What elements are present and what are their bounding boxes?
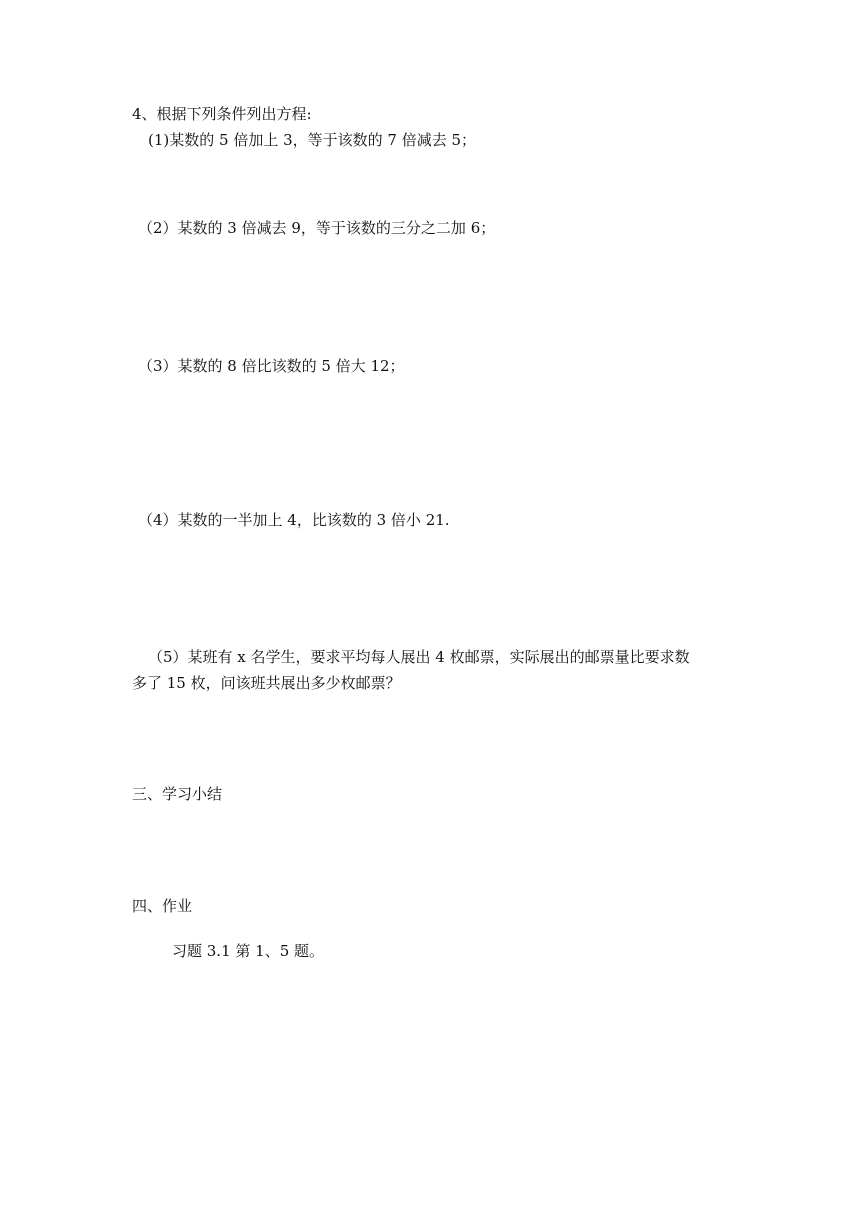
summary-heading: 三、学习小结 — [132, 785, 223, 803]
question-5-line-2: 多了 15 枚，问该班共展出多少枚邮票？ — [132, 674, 401, 692]
homework-text: 习题 3.1 第 1、5 题。 — [172, 942, 325, 960]
question-2: （2）某数的 3 倍减去 9，等于该数的三分之二加 6； — [138, 219, 496, 237]
question-5-line-1: （5）某班有 x 名学生，要求平均每人展出 4 枚邮票，实际展出的邮票量比要求数 — [148, 648, 690, 666]
section-4-heading: 4、根据下列条件列出方程: — [132, 105, 312, 123]
question-1: (1)某数的 5 倍加上 3，等于该数的 7 倍减去 5； — [148, 131, 477, 149]
question-4: （4）某数的一半加上 4，比该数的 3 倍小 21. — [138, 511, 450, 529]
question-3: （3）某数的 8 倍比该数的 5 倍大 12； — [138, 357, 405, 375]
homework-heading: 四、作业 — [132, 897, 193, 915]
